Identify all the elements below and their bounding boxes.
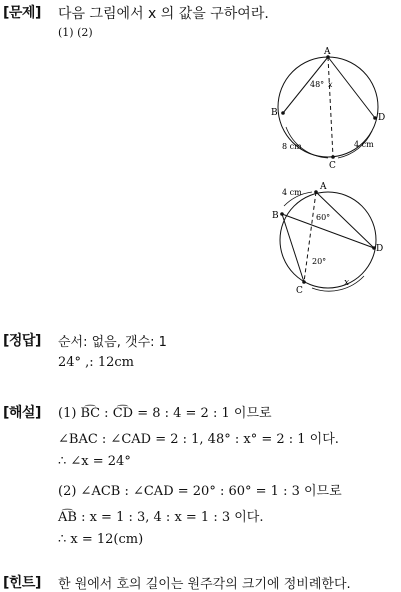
fig2-point-d: D [376, 244, 384, 254]
fig2-point-a: A [320, 182, 327, 192]
problem-label: [문제] [3, 5, 41, 21]
fig1-angle-48: 48° [310, 80, 325, 89]
fig1-point-c: C [329, 161, 336, 170]
figure-1-diagram [268, 45, 388, 170]
fig2-arc-x: x [344, 278, 350, 288]
fig1-point-a: A [324, 47, 331, 57]
fig2-arc-ab: 4 cm [282, 188, 302, 197]
solution-line-1: (1) B͡C : C͡D = 8 : 4 = 2 : 1 이므로 [58, 406, 272, 421]
hint-text: 한 원에서 호의 길이는 원주각의 크기에 정비례한다. [58, 577, 351, 592]
solution-label: [해설] [3, 405, 41, 421]
solution-line-2: ∠BAC : ∠CAD = 2 : 1, 48° : x° = 2 : 1 이다. [58, 432, 339, 447]
fig2-angle-20: 20° [312, 257, 327, 266]
fig2-angle-60: 60° [316, 213, 331, 222]
answer-line-2: 24° ,: 12cm [58, 355, 134, 370]
problem-question: 다음 그림에서 x 의 값을 구하여라. [58, 6, 269, 22]
solution-line-5: A͡B : x = 1 : 3, 4 : x = 1 : 3 이다. [58, 510, 264, 525]
solution-line-3: ∴ ∠x = 24° [58, 454, 131, 469]
fig1-arc-cd: 4 cm [354, 140, 374, 149]
problem-sub-labels: (1) (2) [58, 26, 93, 39]
fig2-point-c: C [296, 286, 303, 296]
solution-line-4: (2) ∠ACB : ∠CAD = 20° : 60° = 1 : 3 이므로 [58, 484, 342, 499]
figure-2-diagram [268, 178, 388, 298]
answer-label: [정답] [3, 333, 41, 349]
answer-line-1: 순서: 없음, 갯수: 1 [58, 335, 167, 350]
fig2-point-b: B [272, 211, 279, 221]
solution-line-6: ∴ x = 12(cm) [58, 532, 144, 547]
fig1-angle-x: x [328, 80, 333, 89]
fig1-arc-bc: 8 cm [282, 142, 302, 151]
fig1-point-b: B [271, 108, 278, 118]
fig1-point-d: D [378, 113, 386, 123]
hint-label: [힌트] [3, 575, 41, 591]
